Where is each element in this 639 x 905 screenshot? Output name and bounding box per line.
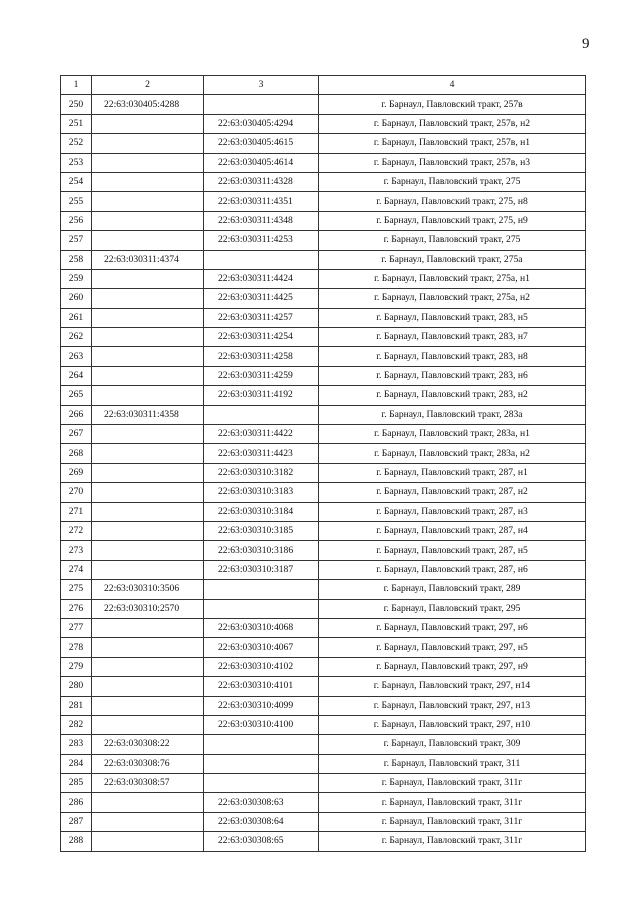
table-row (61, 735, 586, 754)
row-number-cell: 271 (61, 502, 92, 521)
row-number-cell: 264 (61, 366, 92, 385)
row-number-cell: 283 (61, 735, 92, 754)
building-number-cell: 22:63:030405:4294 (204, 114, 319, 133)
table-row (61, 754, 586, 773)
address-cell: г. Барнаул, Павловский тракт, 297, н9 (319, 657, 586, 676)
row-number-cell: 261 (61, 308, 92, 327)
table-row (61, 793, 586, 812)
row-number-cell: 256 (61, 211, 92, 230)
column-header-4: 4 (319, 76, 586, 95)
table-row (61, 347, 586, 366)
building-number-cell: 22:63:030311:4257 (204, 308, 319, 327)
address-cell: г. Барнаул, Павловский тракт, 283, н2 (319, 386, 586, 405)
column-header-3: 3 (204, 76, 319, 95)
building-number-cell: 22:63:030311:4425 (204, 289, 319, 308)
parcel-number-cell: 22:63:030308:22 (92, 735, 204, 754)
address-cell: г. Барнаул, Павловский тракт, 275а, н1 (319, 269, 586, 288)
address-cell: г. Барнаул, Павловский тракт, 295 (319, 599, 586, 618)
building-number-cell (204, 735, 319, 754)
address-cell: г. Барнаул, Павловский тракт, 297, н13 (319, 696, 586, 715)
address-cell: г. Барнаул, Павловский тракт, 287, н4 (319, 521, 586, 540)
parcel-number-cell (92, 638, 204, 657)
address-cell: г. Барнаул, Павловский тракт, 283а, н1 (319, 425, 586, 444)
table-row (61, 269, 586, 288)
building-number-cell (204, 405, 319, 424)
parcel-number-cell (92, 560, 204, 579)
table-row (61, 677, 586, 696)
address-cell: г. Барнаул, Павловский тракт, 287, н5 (319, 541, 586, 560)
row-number-cell: 250 (61, 95, 92, 114)
table-body (61, 95, 586, 851)
row-number-cell: 267 (61, 425, 92, 444)
building-number-cell: 22:63:030308:65 (204, 832, 319, 851)
table-row (61, 521, 586, 540)
table-row (61, 715, 586, 734)
parcel-number-cell (92, 192, 204, 211)
address-cell: г. Барнаул, Павловский тракт, 283, н7 (319, 328, 586, 347)
parcel-number-cell: 22:63:030310:2570 (92, 599, 204, 618)
table-row (61, 580, 586, 599)
row-number-cell: 273 (61, 541, 92, 560)
building-number-cell (204, 580, 319, 599)
table-row (61, 231, 586, 250)
table-row (61, 405, 586, 424)
parcel-number-cell (92, 483, 204, 502)
building-number-cell: 22:63:030310:3184 (204, 502, 319, 521)
address-cell: г. Барнаул, Павловский тракт, 257в, н1 (319, 134, 586, 153)
row-number-cell: 284 (61, 754, 92, 773)
building-number-cell: 22:63:030405:4615 (204, 134, 319, 153)
building-number-cell: 22:63:030310:3182 (204, 463, 319, 482)
address-cell: г. Барнаул, Павловский тракт, 275а (319, 250, 586, 269)
table-row (61, 95, 586, 114)
parcel-number-cell (92, 444, 204, 463)
address-cell: г. Барнаул, Павловский тракт, 275 (319, 172, 586, 191)
row-number-cell: 268 (61, 444, 92, 463)
row-number-cell: 279 (61, 657, 92, 676)
row-number-cell: 278 (61, 638, 92, 657)
address-cell: г. Барнаул, Павловский тракт, 311г (319, 793, 586, 812)
row-number-cell: 280 (61, 677, 92, 696)
building-number-cell: 22:63:030310:3187 (204, 560, 319, 579)
table-row (61, 308, 586, 327)
address-cell: г. Барнаул, Павловский тракт, 275а, н2 (319, 289, 586, 308)
parcel-number-cell (92, 134, 204, 153)
parcel-number-cell (92, 812, 204, 831)
building-number-cell: 22:63:030310:4099 (204, 696, 319, 715)
parcel-number-cell (92, 114, 204, 133)
address-cell: г. Барнаул, Павловский тракт, 311г (319, 832, 586, 851)
parcel-number-cell: 22:63:030308:57 (92, 774, 204, 793)
table-row (61, 463, 586, 482)
address-cell: г. Барнаул, Павловский тракт, 257в, н3 (319, 153, 586, 172)
address-cell: г. Барнаул, Павловский тракт, 287, н3 (319, 502, 586, 521)
table-row (61, 250, 586, 269)
parcel-number-cell: 22:63:030405:4288 (92, 95, 204, 114)
row-number-cell: 286 (61, 793, 92, 812)
table-row (61, 192, 586, 211)
parcel-number-cell (92, 715, 204, 734)
building-number-cell: 22:63:030405:4614 (204, 153, 319, 172)
building-number-cell: 22:63:030311:4253 (204, 231, 319, 250)
row-number-cell: 288 (61, 832, 92, 851)
address-cell: г. Барнаул, Павловский тракт, 257в, н2 (319, 114, 586, 133)
row-number-cell: 255 (61, 192, 92, 211)
parcel-number-cell (92, 541, 204, 560)
parcel-number-cell (92, 347, 204, 366)
building-number-cell: 22:63:030310:3185 (204, 521, 319, 540)
row-number-cell: 282 (61, 715, 92, 734)
table-row (61, 774, 586, 793)
building-number-cell (204, 95, 319, 114)
row-number-cell: 262 (61, 328, 92, 347)
building-number-cell: 22:63:030311:4351 (204, 192, 319, 211)
row-number-cell: 265 (61, 386, 92, 405)
table-row (61, 696, 586, 715)
row-number-cell: 270 (61, 483, 92, 502)
parcel-number-cell (92, 502, 204, 521)
table-row (61, 638, 586, 657)
parcel-number-cell (92, 153, 204, 172)
address-cell: г. Барнаул, Павловский тракт, 283а, н2 (319, 444, 586, 463)
parcel-number-cell: 22:63:030308:76 (92, 754, 204, 773)
table-row (61, 366, 586, 385)
row-number-cell: 258 (61, 250, 92, 269)
table-row (61, 425, 586, 444)
address-cell: г. Барнаул, Павловский тракт, 257в (319, 95, 586, 114)
address-cell: г. Барнаул, Павловский тракт, 275, н9 (319, 211, 586, 230)
table-row (61, 618, 586, 637)
table-row (61, 328, 586, 347)
table-row (61, 657, 586, 676)
table-row (61, 599, 586, 618)
table-row (61, 444, 586, 463)
row-number-cell: 260 (61, 289, 92, 308)
row-number-cell: 287 (61, 812, 92, 831)
row-number-cell: 285 (61, 774, 92, 793)
parcel-number-cell (92, 521, 204, 540)
address-cell: г. Барнаул, Павловский тракт, 309 (319, 735, 586, 754)
building-number-cell: 22:63:030311:4348 (204, 211, 319, 230)
building-number-cell: 22:63:030311:4328 (204, 172, 319, 191)
address-cell: г. Барнаул, Павловский тракт, 297, н10 (319, 715, 586, 734)
parcel-number-cell (92, 269, 204, 288)
table-row (61, 172, 586, 191)
row-number-cell: 274 (61, 560, 92, 579)
parcel-number-cell (92, 366, 204, 385)
address-cell: г. Барнаул, Павловский тракт, 287, н1 (319, 463, 586, 482)
table-row (61, 502, 586, 521)
row-number-cell: 269 (61, 463, 92, 482)
building-number-cell: 22:63:030310:4068 (204, 618, 319, 637)
parcel-number-cell (92, 793, 204, 812)
table-row (61, 832, 586, 851)
parcel-number-cell (92, 308, 204, 327)
building-number-cell (204, 774, 319, 793)
building-number-cell: 22:63:030311:4192 (204, 386, 319, 405)
table-row (61, 812, 586, 831)
building-number-cell (204, 599, 319, 618)
table-row (61, 386, 586, 405)
row-number-cell: 276 (61, 599, 92, 618)
table-row (61, 289, 586, 308)
building-number-cell: 22:63:030311:4423 (204, 444, 319, 463)
row-number-cell: 251 (61, 114, 92, 133)
address-cell: г. Барнаул, Павловский тракт, 297, н14 (319, 677, 586, 696)
address-cell: г. Барнаул, Павловский тракт, 283, н5 (319, 308, 586, 327)
parcel-number-cell: 22:63:030310:3506 (92, 580, 204, 599)
building-number-cell: 22:63:030310:4101 (204, 677, 319, 696)
address-cell: г. Барнаул, Павловский тракт, 283, н8 (319, 347, 586, 366)
parcel-number-cell (92, 231, 204, 250)
address-cell: г. Барнаул, Павловский тракт, 275, н8 (319, 192, 586, 211)
address-cell: г. Барнаул, Павловский тракт, 287, н2 (319, 483, 586, 502)
address-cell: г. Барнаул, Павловский тракт, 283а (319, 405, 586, 424)
row-number-cell: 263 (61, 347, 92, 366)
building-number-cell: 22:63:030311:4424 (204, 269, 319, 288)
table-row (61, 134, 586, 153)
parcel-number-cell (92, 425, 204, 444)
address-cell: г. Барнаул, Павловский тракт, 297, н6 (319, 618, 586, 637)
address-cell: г. Барнаул, Павловский тракт, 287, н6 (319, 560, 586, 579)
address-cell: г. Барнаул, Павловский тракт, 311 (319, 754, 586, 773)
table-row (61, 483, 586, 502)
address-cell: г. Барнаул, Павловский тракт, 275 (319, 231, 586, 250)
parcel-number-cell (92, 463, 204, 482)
row-number-cell: 277 (61, 618, 92, 637)
column-header-1: 1 (61, 76, 92, 95)
parcel-number-cell (92, 289, 204, 308)
building-number-cell: 22:63:030310:4067 (204, 638, 319, 657)
building-number-cell: 22:63:030308:64 (204, 812, 319, 831)
building-number-cell (204, 250, 319, 269)
row-number-cell: 281 (61, 696, 92, 715)
row-number-cell: 253 (61, 153, 92, 172)
row-number-cell: 254 (61, 172, 92, 191)
row-number-cell: 259 (61, 269, 92, 288)
building-number-cell: 22:63:030310:4100 (204, 715, 319, 734)
building-number-cell: 22:63:030310:3183 (204, 483, 319, 502)
building-number-cell: 22:63:030310:4102 (204, 657, 319, 676)
parcel-number-cell (92, 211, 204, 230)
parcel-number-cell (92, 657, 204, 676)
building-number-cell: 22:63:030311:4422 (204, 425, 319, 444)
row-number-cell: 275 (61, 580, 92, 599)
address-cell: г. Барнаул, Павловский тракт, 283, н6 (319, 366, 586, 385)
row-number-cell: 266 (61, 405, 92, 424)
address-cell: г. Барнаул, Павловский тракт, 311г (319, 812, 586, 831)
parcel-number-cell (92, 386, 204, 405)
row-number-cell: 257 (61, 231, 92, 250)
address-cell: г. Барнаул, Павловский тракт, 311г (319, 774, 586, 793)
address-cell: г. Барнаул, Павловский тракт, 289 (319, 580, 586, 599)
building-number-cell: 22:63:030311:4254 (204, 328, 319, 347)
building-number-cell: 22:63:030311:4259 (204, 366, 319, 385)
parcel-number-cell: 22:63:030311:4358 (92, 405, 204, 424)
parcel-number-cell (92, 832, 204, 851)
cadastral-table (60, 75, 586, 852)
table-row (61, 153, 586, 172)
column-header-2: 2 (92, 76, 204, 95)
table-row (61, 114, 586, 133)
table-row (61, 541, 586, 560)
table-row (61, 211, 586, 230)
table-row (61, 560, 586, 579)
table-header-row (61, 76, 586, 95)
building-number-cell: 22:63:030308:63 (204, 793, 319, 812)
page-number: 9 (582, 36, 590, 52)
parcel-number-cell (92, 328, 204, 347)
row-number-cell: 272 (61, 521, 92, 540)
address-cell: г. Барнаул, Павловский тракт, 297, н5 (319, 638, 586, 657)
building-number-cell: 22:63:030311:4258 (204, 347, 319, 366)
parcel-number-cell (92, 677, 204, 696)
row-number-cell: 252 (61, 134, 92, 153)
building-number-cell (204, 754, 319, 773)
building-number-cell: 22:63:030310:3186 (204, 541, 319, 560)
parcel-number-cell (92, 172, 204, 191)
parcel-number-cell (92, 696, 204, 715)
parcel-number-cell: 22:63:030311:4374 (92, 250, 204, 269)
parcel-number-cell (92, 618, 204, 637)
